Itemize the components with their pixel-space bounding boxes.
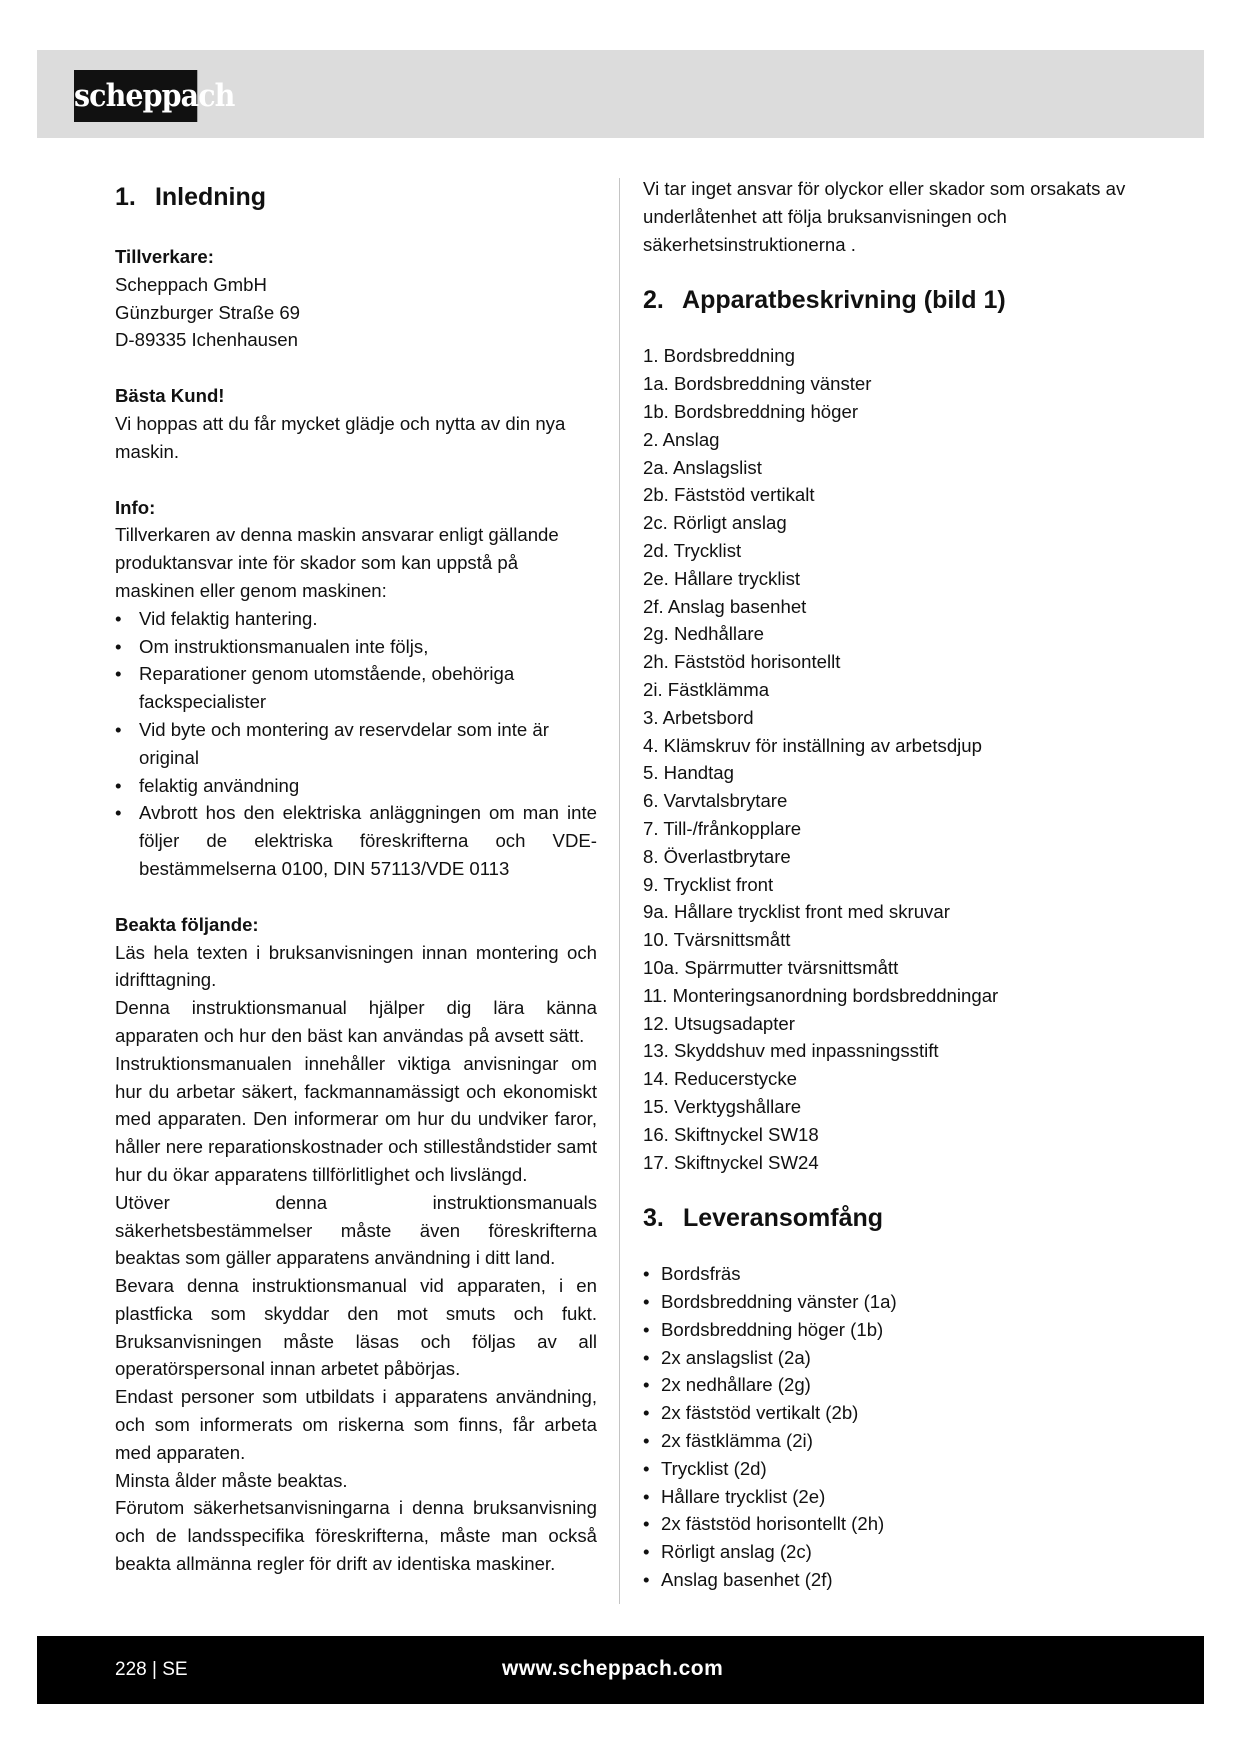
list-item: 5. Handtag xyxy=(643,762,734,784)
parts-list xyxy=(643,342,1163,1176)
page-header xyxy=(37,50,1204,138)
greeting-block xyxy=(115,382,597,465)
list-item: 2i. Fästklämma xyxy=(643,678,770,700)
list-item: • Anslag basenhet (2f) xyxy=(643,1566,1163,1594)
list-item: 11. Monteringsanordning bordsbreddningar xyxy=(643,984,999,1006)
section-3-title: Leveransomfång xyxy=(682,1204,884,1233)
list-item: 4. Klämskruv för inställning av arbetsdjup xyxy=(643,734,982,756)
notice-paragraph: Läs hela texten i bruksanvisningen innan montering och idrifttagning. xyxy=(115,941,597,991)
list-item: • Trycklist (2d) xyxy=(643,1455,1163,1483)
notice-paragraph: Denna instruktionsmanual hjälper dig lära känna apparaten och hur den bäst kan användas på avsett sätt. xyxy=(115,997,597,1046)
left-column xyxy=(115,175,597,1578)
list-item: 2. Anslag xyxy=(643,428,720,450)
list-item: 10. Tvärsnittsmått xyxy=(643,929,791,951)
list-item: 3. Arbetsbord xyxy=(643,706,754,728)
list-item: 9a. Hållare trycklist front med skruvar xyxy=(643,901,950,923)
info-block xyxy=(115,494,597,883)
list-item: 2b. Fäststöd vertikalt xyxy=(643,484,815,506)
list-item: • felaktig användning xyxy=(115,772,597,800)
list-item: • Bordsbreddning höger (1b) xyxy=(643,1316,1163,1344)
list-item: 2c. Rörligt anslag xyxy=(643,512,787,534)
liability-list xyxy=(115,605,597,883)
list-item: 9. Trycklist front xyxy=(643,873,774,895)
greeting-text: Vi hoppas att du får mycket glädje och nytta av din nya maskin. xyxy=(115,412,566,462)
list-item: 6. Varvtalsbrytare xyxy=(643,790,788,812)
notice-paragraph: Förutom säkerhetsanvisningarna i denna bruksanvisning och de landsspecifika föreskrifterna, måste man också beakta allmänna regler för drift av identiska maskiner. xyxy=(115,1497,597,1575)
list-item: • 2x nedhållare (2g) xyxy=(643,1371,1163,1399)
section-2-heading xyxy=(643,284,1163,316)
manufacturer-line: Günzburger Straße 69 xyxy=(115,301,301,323)
list-item: 2g. Nedhållare xyxy=(643,623,764,645)
list-item: 1. Bordsbreddning xyxy=(643,345,795,367)
list-item: 2a. Anslagslist xyxy=(643,456,762,478)
notice-paragraph: Bevara denna instruktionsmanual vid apparaten, i en plastficka som skyddar den mot smuts och fukt. Bruksanvisningen måste läsas och följas av all operatörspersonal innan arbetet påbörjas. xyxy=(115,1275,597,1380)
notice-paragraph: Instruktionsmanualen innehåller viktiga anvisningar om hur du arbetar säkert, fackmannamässigt och ekonomiskt med apparaten. Den informerar om hur du undviker faror, håller nere reparationskostnader och stilleståndstider samt hur du ökar apparatens tillförlitlighet och livslängd. xyxy=(115,1052,597,1185)
section-2-title: Apparatbeskrivning (bild 1) xyxy=(682,286,1006,315)
manufacturer-line: D-89335 Ichenhausen xyxy=(115,329,298,351)
info-text: Tillverkaren av denna maskin ansvarar enligt gällande produktansvar inte för skador som kan uppstå på maskinen eller genom maskinen: xyxy=(115,524,559,601)
section-2-number: 2. xyxy=(643,286,664,315)
right-column xyxy=(643,175,1163,1594)
list-item: • Bordsbreddning vänster (1a) xyxy=(643,1288,1163,1316)
info-label: Info: xyxy=(115,496,156,518)
list-item: 8. Överlastbrytare xyxy=(643,845,791,867)
list-item: 2h. Fäststöd horisontellt xyxy=(643,651,841,673)
delivery-list xyxy=(643,1260,1163,1594)
disclaimer-text: Vi tar inget ansvar för olyckor eller skador som orsakats av underlåtenhet att följa bruksanvisningen och säkerhetsinstruktionerna . xyxy=(643,178,1126,255)
list-item: • 2x anslagslist (2a) xyxy=(643,1344,1163,1372)
manufacturer-block xyxy=(115,243,597,354)
list-item: • 2x fäststöd vertikalt (2b) xyxy=(643,1399,1163,1427)
list-item: 13. Skyddshuv med inpassningsstift xyxy=(643,1040,939,1062)
section-1-number: 1. xyxy=(115,183,136,211)
list-item: 2e. Hållare trycklist xyxy=(643,567,801,589)
list-item: 2d. Trycklist xyxy=(643,539,742,561)
list-item: 10a. Spärrmutter tvärsnittsmått xyxy=(643,956,899,978)
list-item: • Avbrott hos den elektriska anläggningen om man inte följer de elektriska föreskrifterna och VDE-bestämmelserna 0100, DIN 57113/VDE 0113 xyxy=(115,799,597,882)
manufacturer-label: Tillverkare: xyxy=(115,246,214,267)
list-item: • 2x fästklämma (2i) xyxy=(643,1427,1163,1455)
list-item: • 2x fäststöd horisontellt (2h) xyxy=(643,1510,1163,1538)
list-item: • Hållare trycklist (2e) xyxy=(643,1483,1163,1511)
list-item: • Bordsfräs xyxy=(643,1260,1163,1288)
notice-paragraph: Endast personer som utbildats i apparatens användning, och som informerats om riskerna som finns, får arbeta med apparaten. xyxy=(115,1386,597,1463)
list-item: • Reparationer genom utomstående, obehöriga fackspecialister xyxy=(115,660,597,716)
notice-label: Beakta följande: xyxy=(115,913,259,935)
language-code: SE xyxy=(162,1659,188,1680)
section-3-number: 3. xyxy=(643,1204,664,1233)
list-item: 1a. Bordsbreddning vänster xyxy=(643,373,872,395)
list-item: 15. Verktygshållare xyxy=(643,1095,802,1117)
greeting-label: Bästa Kund! xyxy=(115,385,225,407)
scheppach-logo: scheppach xyxy=(74,70,197,122)
manufacturer-line: Scheppach GmbH xyxy=(115,273,267,295)
section-1-title: Inledning xyxy=(154,183,267,211)
website-link[interactable]: www.scheppach.com xyxy=(502,1657,724,1680)
list-item: 1b. Bordsbreddning höger xyxy=(643,400,859,422)
notice-paragraph: Utöver denna instruktionsmanuals säkerhetsbestämmelser måste även föreskrifterna beaktas som gäller apparatens användning i ditt land. xyxy=(115,1191,597,1269)
page-number: 228 | SE xyxy=(115,1659,188,1680)
list-item: 14. Reducerstycke xyxy=(643,1068,797,1090)
list-item: 16. Skiftnyckel SW18 xyxy=(643,1123,819,1145)
page-footer xyxy=(37,1636,1204,1704)
list-item: 17. Skiftnyckel SW24 xyxy=(643,1151,819,1173)
list-item: • Om instruktionsmanualen inte följs, xyxy=(115,633,597,661)
list-item: • Vid felaktig hantering. xyxy=(115,605,597,633)
section-1-heading xyxy=(115,181,597,213)
list-item: 2f. Anslag basenhet xyxy=(643,595,807,617)
notice-block xyxy=(115,911,597,1578)
page-separator: | xyxy=(151,1659,157,1680)
list-item: • Vid byte och montering av reservdelar som inte är original xyxy=(115,716,597,772)
section-3-heading xyxy=(643,1202,1163,1234)
list-item: • Rörligt anslag (2c) xyxy=(643,1538,1163,1566)
notice-paragraph: Minsta ålder måste beaktas. xyxy=(115,1469,348,1491)
list-item: 7. Till-/frånkopplare xyxy=(643,817,802,839)
list-item: 12. Utsugsadapter xyxy=(643,1012,795,1034)
column-divider xyxy=(619,178,620,1604)
